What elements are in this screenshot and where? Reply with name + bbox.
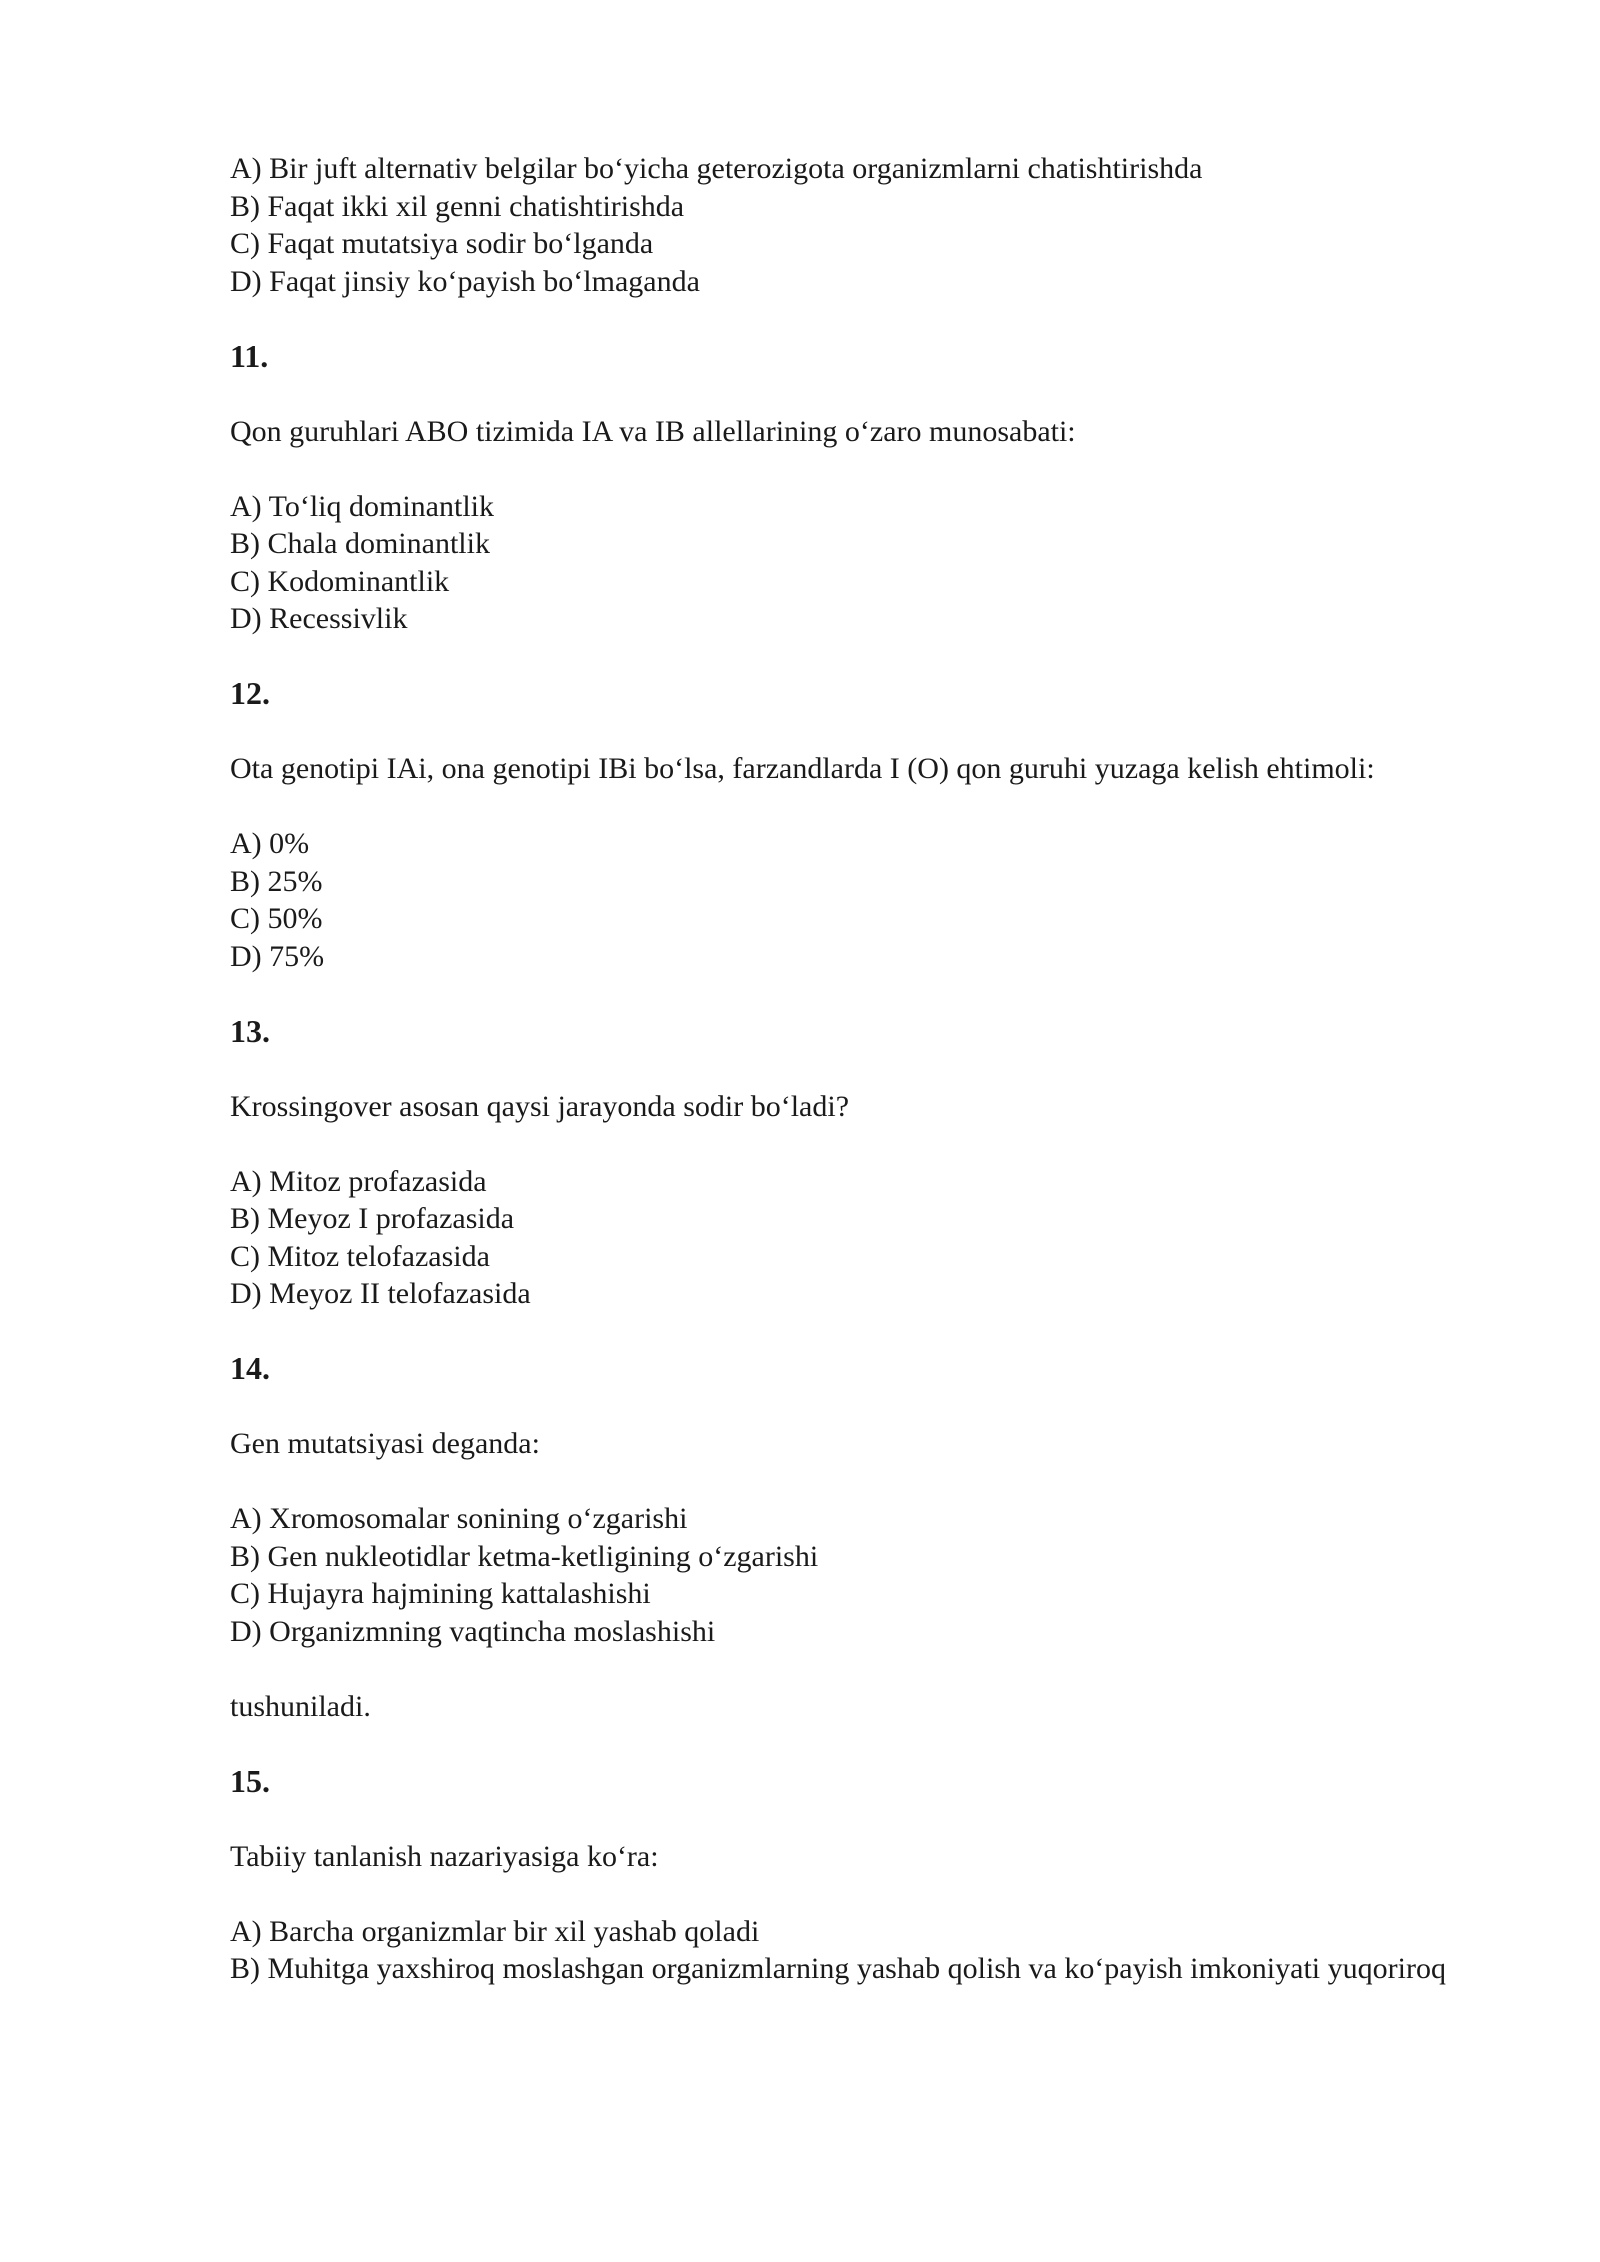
question-11-number: 11. [230, 337, 269, 374]
option-b: B) Chala dominantlik [230, 527, 490, 560]
option-d: D) Meyoz II telofazasida [230, 1277, 531, 1310]
question-14-number: 14. [230, 1350, 270, 1386]
option-a: A) 0% [230, 827, 310, 860]
question-13-text: Krossingover asosan qaysi jarayonda sodir bo‘ladi? [230, 1089, 850, 1123]
question-12-number: 12. [230, 675, 270, 711]
option-d: D) Faqat jinsiy ko‘payish bo‘lmaganda [230, 264, 700, 298]
option-a: A) Bir juft alternativ belgilar bo‘yicha geterozigota organizmlarni chatishtirishda [230, 152, 1203, 185]
question-13-number: 13. [230, 1012, 270, 1049]
page-content [230, 150, 1490, 1988]
option-c: C) 50% [230, 902, 323, 935]
option-d: D) Recessivlik [230, 602, 408, 635]
option-c: C) Kodominantlik [230, 564, 450, 598]
option-c: C) Mitoz telofazasida [230, 1239, 490, 1273]
option-a: A) Barcha organizmlar bir xil yashab qoladi [230, 1914, 760, 1948]
option-a: A) To‘liq dominantlik [230, 489, 494, 523]
question-14-trailer: tushuniladi. [230, 1689, 371, 1723]
option-b: B) Muhitga yaxshiroq moslashgan organizmlarning yashab qolish va ko‘payish imkoniyati yuqoriroq [230, 1952, 1446, 1985]
option-b: B) Faqat ikki xil genni chatishtirishda [230, 189, 685, 223]
question-15-options [230, 1913, 1490, 1988]
question-14-options [230, 1500, 1490, 1650]
question-10-options [230, 150, 1490, 300]
option-b: B) 25% [230, 864, 323, 898]
option-b: B) Meyoz I profazasida [230, 1202, 515, 1235]
option-d: D) 75% [230, 939, 325, 973]
question-12-options [230, 825, 1490, 975]
option-c: C) Faqat mutatsiya sodir bo‘lganda [230, 227, 654, 260]
option-b: B) Gen nukleotidlar ketma-ketligining o‘zgarishi [230, 1539, 819, 1573]
option-a: A) Mitoz profazasida [230, 1164, 487, 1198]
question-15-number: 15. [230, 1762, 270, 1799]
question-15-text: Tabiiy tanlanish nazariyasiga ko‘ra: [230, 1839, 659, 1873]
option-c: C) Hujayra hajmining kattalashishi [230, 1577, 651, 1610]
question-13-options [230, 1163, 1490, 1313]
question-11-text: Qon guruhlari ABO tizimida IA va IB allellarining o‘zaro munosabati: [230, 414, 1076, 448]
option-d: D) Organizmning vaqtincha moslashishi [230, 1614, 716, 1648]
question-11-options [230, 488, 1490, 638]
question-14-text: Gen mutatsiyasi deganda: [230, 1427, 540, 1460]
option-a: A) Xromosomalar sonining o‘zgarishi [230, 1502, 688, 1535]
question-12-text: Ota genotipi IAi, ona genotipi IBi bo‘lsa, farzandlarda I (O) qon guruhi yuzaga kelish ehtimoli: [230, 752, 1375, 785]
